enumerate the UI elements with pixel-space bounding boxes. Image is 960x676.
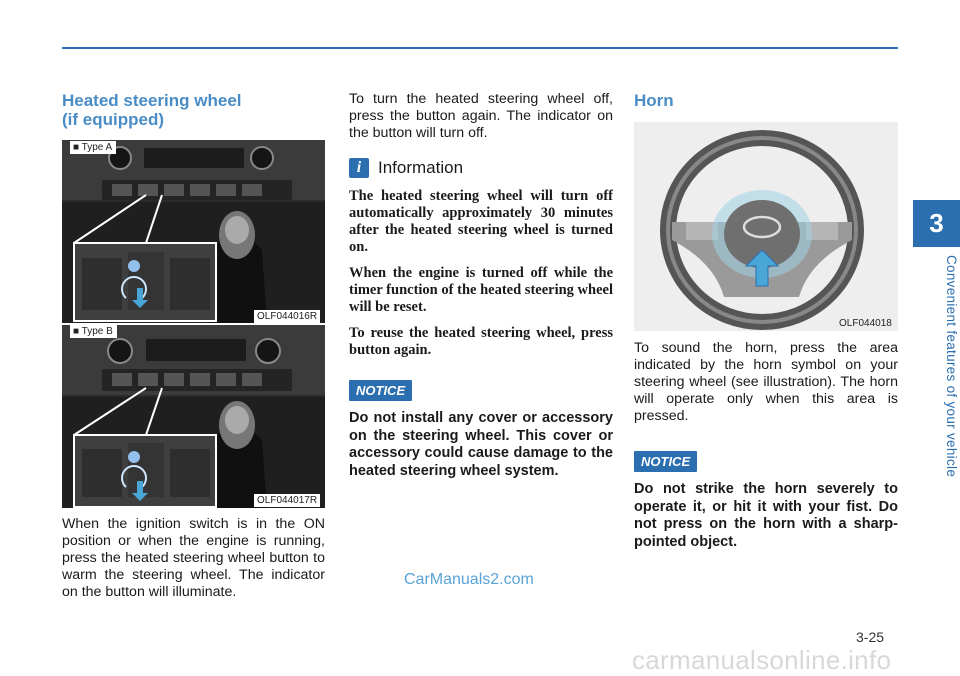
info-paragraph-2: When the engine is turned off while the timer function of the heated steering wheel will be reset. bbox=[349, 265, 613, 315]
type-b-console-illustration bbox=[62, 325, 325, 508]
horn-instructions: To sound the horn, press the area indicated by the horn symbol on your steering wheel (see illustration). The horn will operate only when this area is pressed. bbox=[634, 340, 898, 424]
type-b-label: ■ Type B bbox=[70, 325, 117, 338]
chapter-number-tab[interactable]: 3 bbox=[913, 200, 960, 247]
horn-notice-badge: NOTICE bbox=[634, 451, 697, 472]
heated-wheel-column bbox=[62, 91, 325, 129]
steering-wheel-illustration bbox=[634, 122, 898, 331]
horn-column bbox=[634, 91, 898, 110]
steering-wheel-drawing bbox=[634, 122, 898, 331]
type-a-console-photo bbox=[62, 140, 325, 323]
heated-wheel-body bbox=[62, 516, 325, 601]
type-a-label: ■ Type A bbox=[70, 141, 116, 154]
info-paragraph-1: The heated steering wheel will turn off automatically approximately 30 minutes after the heated steering wheel is turned on. bbox=[349, 188, 613, 255]
horn-image-code: OLF044018 bbox=[836, 317, 895, 330]
heated-wheel-heading bbox=[62, 91, 325, 129]
horn-notice-text: Do not strike the horn severely to operate it, or hit it with your fist. Do not press on the horn with a sharp-pointed object. bbox=[634, 481, 898, 550]
type-a-console-illustration bbox=[62, 140, 325, 323]
notice-text: Do not install any cover or accessory on the steering wheel. This cover or accessory could cause damage to the heated steering wheel system. bbox=[349, 410, 613, 479]
heated-wheel-instructions: When the ignition switch is in the ON position or when the engine is running, press the heated steering wheel button to warm the steering wheel. The indicator on the button will illuminate. bbox=[62, 516, 325, 600]
type-b-console-photo bbox=[62, 325, 325, 508]
heading-line-1: Heated steering wheel bbox=[62, 91, 242, 110]
information-title: Information bbox=[378, 158, 464, 177]
info-paragraph-3: To reuse the heated steering wheel, press button again. bbox=[349, 325, 613, 358]
type-b-image-code: OLF044017R bbox=[254, 494, 320, 507]
horn-body bbox=[634, 340, 898, 551]
info-column bbox=[349, 91, 613, 480]
notice-badge: NOTICE bbox=[349, 380, 412, 401]
top-rule bbox=[62, 47, 898, 49]
horn-heading: Horn bbox=[634, 91, 674, 110]
information-icon: i bbox=[349, 158, 369, 178]
type-a-image-code: OLF044016R bbox=[254, 310, 320, 323]
turn-off-instructions: To turn the heated steering wheel off, press the button again. The indicator on the button will turn off. bbox=[349, 91, 613, 141]
information-header bbox=[349, 158, 613, 178]
chapter-title: Convenient features of your vehicle bbox=[944, 255, 959, 478]
watermark-carmanuals2[interactable]: CarManuals2.com bbox=[404, 571, 534, 588]
watermark-carmanualsonline: carmanualsonline.info bbox=[632, 645, 892, 675]
page-number: 3-25 bbox=[856, 629, 885, 645]
heading-line-2: (if equipped) bbox=[62, 110, 164, 129]
